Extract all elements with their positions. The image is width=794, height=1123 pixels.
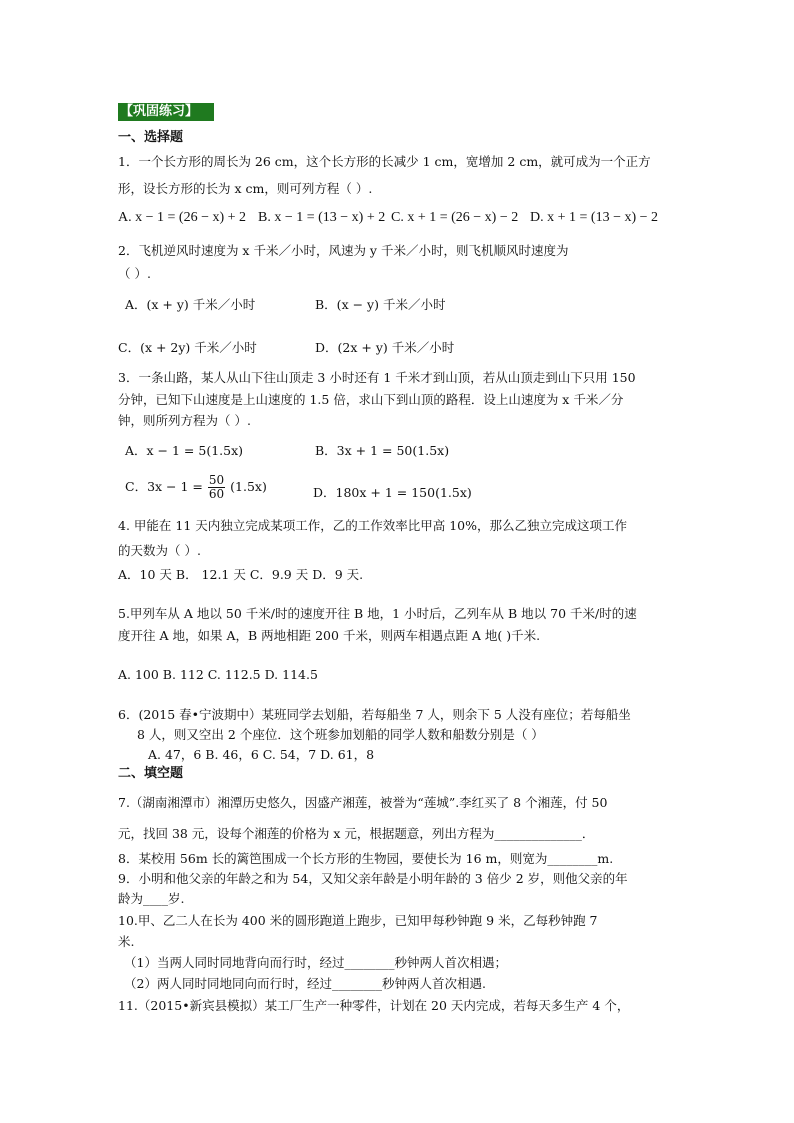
question-3-option-c (125, 474, 267, 501)
fraction (208, 474, 225, 501)
question-2-line-1: 2．飞机逆风时速度为 x 千米／小时，风速为 y 千米／小时，则飞机顺风时速度为 (118, 243, 569, 258)
question-5-line-2: 度开往 A 地，如果 A，B 两地相距 200 千米，则两车相遇点距 A 地( )千米. (118, 628, 541, 643)
question-6-line-2: 8 人，则又空出 2 个座位．这个班参加划船的同学人数和船数分别是（ ） (137, 727, 544, 742)
question-2-option-b: B．(x − y) 千米／小时 (315, 297, 446, 312)
question-5-options: A. 100 B. 112 C. 112.5 D. 114.5 (118, 667, 318, 682)
question-3-line-1: 3．一条山路，某人从山下往山顶走 3 小时还有 1 千米才到山顶，若从山顶走到山下只用 150 (118, 370, 636, 385)
question-9-line-1: 9．小明和他父亲的年龄之和为 54，又知父亲年龄是小明年龄的 3 倍少 2 岁，则他父亲的年 (118, 871, 628, 886)
question-3-option-c-suffix: (1.5x) (230, 479, 267, 494)
question-1-line-2: 形，设长方形的长为 x cm，则可列方程（ ）. (118, 181, 373, 196)
question-2-option-d: D．(2x + y) 千米／小时 (315, 340, 455, 355)
question-6-options: A. 47，6 B. 46，6 C. 54，7 D. 61，8 (148, 747, 375, 762)
question-3-line-2: 分钟，已知下山速度是上山速度的 1.5 倍，求山下到山顶的路程．设上山速度为 x 千米／分 (118, 392, 624, 407)
section-header-badge: 【巩固练习】 (118, 103, 214, 121)
question-10-sub-2: （2）两人同时同地同向而行时，经过________秒钟两人首次相遇. (124, 976, 486, 991)
question-3-line-3: 钟，则所列方程为（ ）. (118, 413, 251, 428)
question-10-line-2: 米. (118, 934, 135, 949)
question-3-option-a: A．x − 1 = 5(1.5x) (125, 443, 244, 458)
question-10-line-1: 10.甲、乙二人在长为 400 米的圆形跑道上跑步，已知甲每秒钟跑 9 米，乙每秒钟跑 7 (118, 913, 598, 928)
question-2-option-a: A．(x + y) 千米／小时 (125, 297, 256, 312)
question-1-option-a: A. x − 1 = (26 − x) + 2 (118, 210, 247, 225)
section-title-fill-blank: 二、填空题 (118, 766, 184, 781)
question-4-line-1: 4. 甲能在 11 天内独立完成某项工作，乙的工作效率比甲高 10%，那么乙独立完成这项工作 (118, 518, 628, 533)
question-4-line-2: 的天数为（ ）. (118, 543, 201, 558)
question-7-line-1: 7.（湖南湘潭市）湘潭历史悠久，因盛产湘莲，被誉为“莲城”.李红买了 8 个湘莲，付 50 (118, 795, 608, 810)
question-11-line-1: 11.（2015•新宾县模拟）某工厂生产一种零件，计划在 20 天内完成，若每天多生产 4 个， (118, 998, 630, 1013)
question-1-option-b: B. x − 1 = (13 − x) + 2 (258, 210, 386, 225)
question-1-option-d: D. x + 1 = (13 − x) − 2 (530, 210, 659, 225)
question-7-line-2: 元，找回 38 元，设每个湘莲的价格为 x 元，根据题意，列出方程为______________． (118, 826, 595, 841)
fraction-denominator: 60 (208, 487, 225, 501)
question-4-options: A．10 天 B． 12.1 天 C．9.9 天 D．9 天. (118, 567, 364, 582)
question-10-sub-1: （1）当两人同时同地背向而行时，经过________秒钟两人首次相遇； (124, 955, 507, 970)
question-3-option-b: B．3x + 1 = 50(1.5x) (315, 443, 450, 458)
question-8-line-1: 8．某校用 56m 长的篱笆围成一个长方形的生物园，要使长为 16 m，则宽为________m. (118, 851, 614, 866)
question-1-option-c: C. x + 1 = (26 − x) − 2 (391, 210, 519, 225)
question-6-line-1: 6．(2015 春•宁波期中）某班同学去划船，若每船坐 7 人，则余下 5 人没有座位；若每船坐 (118, 707, 631, 722)
question-2-option-c: C．(x + 2y) 千米／小时 (118, 340, 257, 355)
question-3-option-d: D．180x + 1 = 150(1.5x) (313, 485, 472, 500)
question-2-line-2: （ ）. (118, 266, 151, 281)
question-5-line-1: 5.甲列车从 A 地以 50 千米/时的速度开往 B 地，1 小时后，乙列车从 B 地以 70 千米/时的速 (118, 606, 637, 621)
question-3-option-c-prefix: C．3x − 1 = (125, 479, 203, 494)
question-9-line-2: 龄为____岁. (118, 891, 185, 906)
section-title-choice: 一、选择题 (118, 130, 184, 145)
question-1-line-1: 1．一个长方形的周长为 26 cm，这个长方形的长减少 1 cm，宽增加 2 cm，就可成为一个正方 (118, 154, 651, 169)
fraction-numerator: 50 (208, 473, 225, 487)
